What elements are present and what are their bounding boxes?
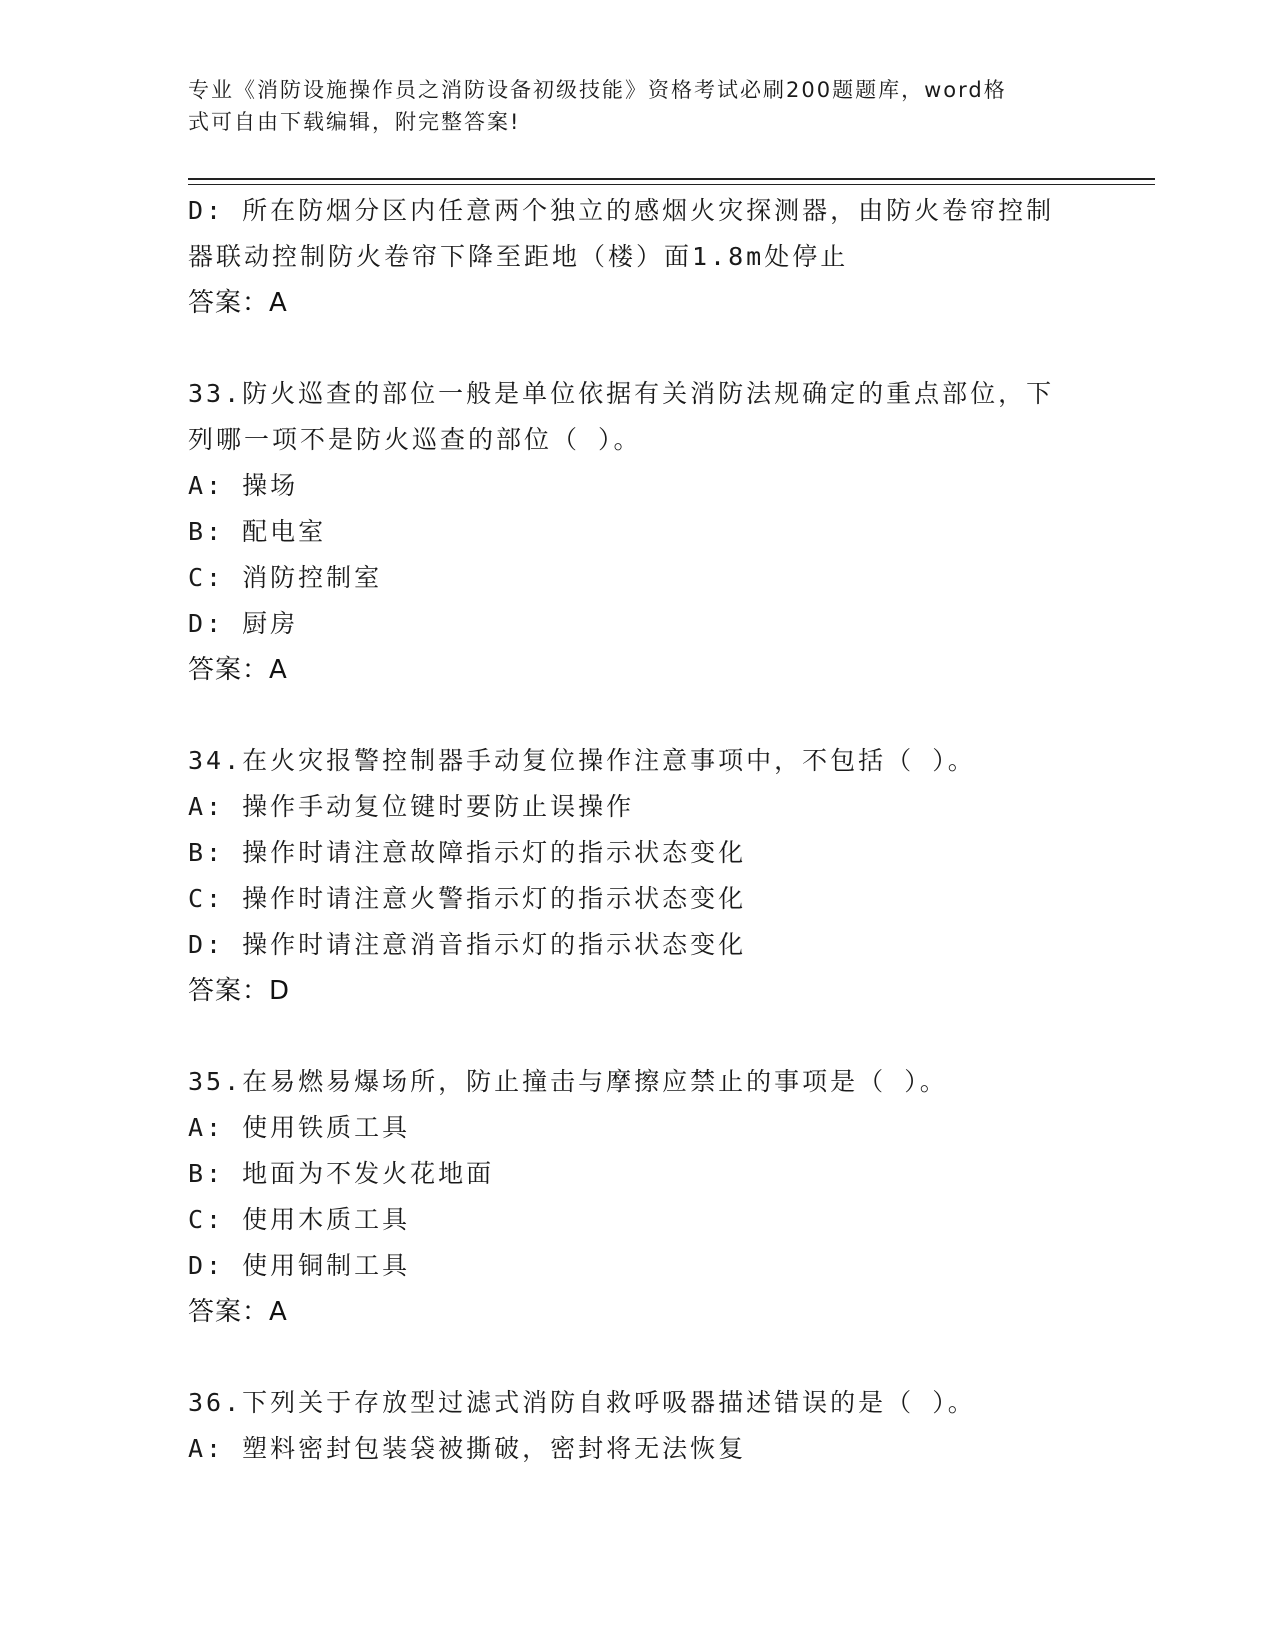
header-line-2: 式可自由下载编辑，附完整答案!	[188, 110, 521, 134]
question-stem: 36.下列关于存放型过滤式消防自救呼吸器描述错误的是（ ）。	[188, 1388, 976, 1417]
answer: 答案：A	[188, 655, 288, 685]
question-stem: 34.在火灾报警控制器手动复位操作注意事项中，不包括（ ）。	[188, 746, 976, 775]
option-b: B: 配电室	[188, 517, 327, 546]
question-34	[188, 738, 1088, 1014]
answer: 答案：A	[188, 1297, 288, 1327]
option-a: A: 使用铁质工具	[188, 1113, 411, 1142]
header-line-1: 专业《消防设施操作员之消防设备初级技能》资格考试必刷200题题库，word格	[188, 78, 1007, 102]
question-32-continuation	[188, 188, 1088, 326]
option-d: D: 操作时请注意消音指示灯的指示状态变化	[188, 930, 747, 959]
question-stem: 35.在易燃易爆场所，防止撞击与摩擦应禁止的事项是（ ）。	[188, 1067, 948, 1096]
question-33	[188, 371, 1088, 693]
answer: 答案：A	[188, 288, 288, 318]
option-c: C: 操作时请注意火警指示灯的指示状态变化	[188, 884, 747, 913]
question-35	[188, 1059, 1088, 1335]
option-b: B: 地面为不发火花地面	[188, 1159, 495, 1188]
question-stem: 33.防火巡查的部位一般是单位依据有关消防法规确定的重点部位，下	[188, 379, 1055, 408]
option-a: A: 塑料密封包装袋被撕破，密封将无法恢复	[188, 1434, 747, 1463]
question-content	[188, 188, 1088, 1472]
option-a: A: 操作手动复位键时要防止误操作	[188, 792, 635, 821]
option-c: C: 消防控制室	[188, 563, 383, 592]
option-c: C: 使用木质工具	[188, 1205, 411, 1234]
option-d: D: 厨房	[188, 609, 299, 638]
document-header	[188, 74, 1078, 138]
question-stem-wrap: 列哪一项不是防火巡查的部位（ ）。	[188, 425, 642, 454]
answer: 答案：D	[188, 976, 291, 1006]
option-b: B: 操作时请注意故障指示灯的指示状态变化	[188, 838, 747, 867]
header-divider-thin	[188, 184, 1155, 185]
option-a: A: 操场	[188, 471, 299, 500]
option-d: D: 使用铜制工具	[188, 1251, 411, 1280]
question-36	[188, 1380, 1088, 1472]
header-divider-thick	[188, 178, 1155, 180]
option-d-wrap: 器联动控制防火卷帘下降至距地（楼）面1.8m处停止	[188, 242, 849, 271]
option-d: D: 所在防烟分区内任意两个独立的感烟火灾探测器，由防火卷帘控制	[188, 196, 1055, 225]
